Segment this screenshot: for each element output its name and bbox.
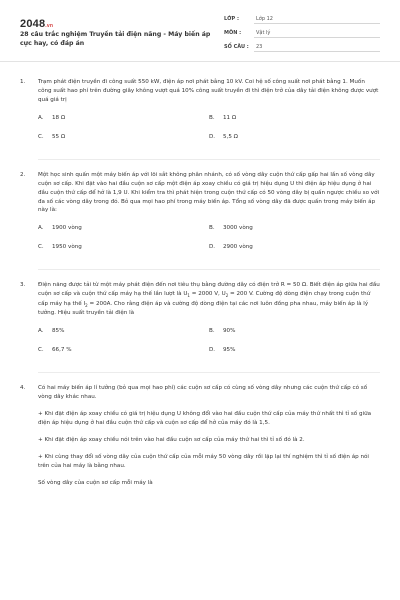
question-paragraph: + Khi đặt điện áp xoay chiều nói trên vào hai đầu cuộn sơ cấp của máy thứ hai thì tỉ số đó là 2. <box>38 436 305 443</box>
answer-option-c[interactable] <box>38 346 209 355</box>
answer-text: 5,5 Ω <box>223 133 238 140</box>
answer-option-c[interactable] <box>38 133 209 142</box>
answer-text: 1900 vòng <box>52 225 82 232</box>
question-3 <box>20 281 380 359</box>
answer-letter: B. <box>209 114 215 121</box>
meta-value-subject: Vật lý <box>254 29 380 38</box>
logo-text: 2048 <box>20 18 46 30</box>
answer-options <box>38 327 380 355</box>
answer-letter: C. <box>38 347 44 354</box>
question-number: 4. <box>20 385 26 391</box>
answer-text: 2900 vòng <box>223 244 253 251</box>
answer-letter: C. <box>38 244 44 251</box>
answer-letter: D. <box>209 133 216 140</box>
meta-value-class: Lớp 12 <box>254 15 380 24</box>
answer-letter: D. <box>209 244 216 251</box>
question-text: Trạm phát điện truyền đi công suất 550 kW, điện áp nơi phát bằng 10 kV. Coi hệ số công suất nơi phát bằng 1. Muốn công suất hao phí trên đường giây không vượt quá 10% công suất truyền đi thì điện trở của dây tải điện không được vượt quá giá trị <box>38 79 379 103</box>
answer-letter: C. <box>38 133 44 140</box>
answer-text: 85% <box>52 328 65 335</box>
answer-option-a[interactable] <box>38 327 209 336</box>
meta-value-count: 23 <box>254 43 380 52</box>
divider <box>38 159 380 160</box>
meta-row-count <box>224 40 380 54</box>
answer-option-b[interactable] <box>209 327 380 336</box>
answer-option-d[interactable] <box>209 346 380 355</box>
answer-option-a[interactable] <box>38 224 209 233</box>
meta-panel <box>224 12 380 54</box>
question-paragraph: Có hai máy biến áp lí tưởng (bỏ qua mọi hao phí) các cuộn sơ cấp có cùng số vòng dây nhưng các cuộn thứ cấp có số vòng dây khác nhau. <box>38 385 368 400</box>
answer-letter: A. <box>38 328 44 335</box>
answer-text: 3000 vòng <box>223 225 253 232</box>
meta-row-subject <box>224 26 380 40</box>
answer-letter: A. <box>38 114 44 121</box>
text-segment: = 200 V. Cường độ dòng điện chạy trong cuộn thứ cấp máy hạ thế I <box>38 291 371 307</box>
answer-text: 90% <box>223 328 236 335</box>
text-segment: = 2000 V, U <box>189 291 226 298</box>
answer-text: 1950 vòng <box>52 244 82 251</box>
divider <box>38 269 380 270</box>
text-segment: = 200A. Cho rằng điện áp và cường độ dòng điện tại các nơi luôn đồng pha nhau, máy biến áp là lý tưởng. Hiệu suất truyền tải điện là <box>38 300 369 317</box>
question-4 <box>20 384 380 488</box>
text-segment: Điện năng được tải từ một máy phát điện đến nơi tiêu thụ bằng đường dây có điện trở R = 50 Ω. Biết điện áp giữa hai đầu cuộn sơ cấp và cuộn thứ cấp máy hạ thế lần lượt là U <box>38 282 380 298</box>
answer-options <box>38 224 380 252</box>
question-number: 1. <box>20 79 26 85</box>
question-paragraph: Số vòng dây của cuộn sơ cấp mỗi máy là <box>38 479 153 486</box>
answer-letter: D. <box>209 347 216 354</box>
answer-letter: B. <box>209 225 215 232</box>
answer-text: 11 Ω <box>223 114 237 121</box>
answer-option-b[interactable] <box>209 114 380 123</box>
divider <box>38 372 380 373</box>
answer-text: 18 Ω <box>52 114 66 121</box>
question-1 <box>20 78 380 146</box>
question-text: Một học sinh quấn một máy biến áp với lõi sắt không phân nhánh, có số vòng dây cuộn thứ cấp gấp hai lần số vòng dây cuộn sơ cấp. Khi đặt vào hai đầu cuộn sơ cấp một điện áp xoay chiều có giá trị hiệu dụng U thì điện áp hiệu dụng ở hai đầu cuộn thứ cấp để hở là 1,9 U. Khi kiểm tra thì phát hiện trong cuộn thứ cấp có 50 vòng dây bị quấn ngược chiều so với đa số các vòng dây trong đó. Bỏ qua mọi hao phí trong máy biến áp. Tổng số vòng dây đã được quấn trong máy biến áp này là: <box>38 171 380 214</box>
question-2 <box>20 171 380 257</box>
answer-text: 66,7 % <box>52 347 72 354</box>
document-title: 28 câu trắc nghiệm Truyền tải điện năng - Máy biến áp cực hay, có đáp án <box>20 31 211 47</box>
answer-letter: B. <box>209 328 215 335</box>
subscript: 1 <box>187 293 190 299</box>
answer-option-b[interactable] <box>209 224 380 233</box>
question-number: 3. <box>20 282 26 289</box>
logo-suffix: .vn <box>45 23 54 29</box>
answer-letter: A. <box>38 225 44 232</box>
meta-label-class: LỚP : <box>224 16 239 22</box>
answer-options <box>38 114 380 142</box>
question-list <box>0 62 400 488</box>
subscript: 2 <box>85 302 88 308</box>
answer-option-a[interactable] <box>38 114 209 123</box>
answer-text: 95% <box>223 347 236 354</box>
answer-option-d[interactable] <box>209 243 380 252</box>
answer-option-d[interactable] <box>209 133 380 142</box>
question-paragraph: + Khi cùng thay đổi số vòng dây của cuộn thứ cấp của mỗi máy 50 vòng dây rồi lặp lại thí nghiệm thì tỉ số điện áp nói trên của hai máy là bằng nhau. <box>38 453 369 469</box>
meta-label-count: SỐ CÂU : <box>224 44 249 50</box>
meta-label-subject: MÔN : <box>224 30 242 36</box>
answer-text: 55 Ω <box>52 133 66 140</box>
meta-row-class <box>224 12 380 26</box>
subscript: 2 <box>225 293 229 299</box>
question-number: 2. <box>20 171 26 178</box>
question-paragraph: + Khi đặt điện áp xoay chiều có giá trị hiệu dụng U không đổi vào hai đầu cuộn thứ cấp của máy thứ nhất thì tỉ số giữa điện áp hiệu dụng ở hai đầu cuộn thứ cấp và cuộn sơ cấp để hở của máy đó là 1,5. <box>38 410 372 426</box>
answer-option-c[interactable] <box>38 243 209 252</box>
question-text <box>38 281 380 318</box>
page-header <box>0 0 400 62</box>
